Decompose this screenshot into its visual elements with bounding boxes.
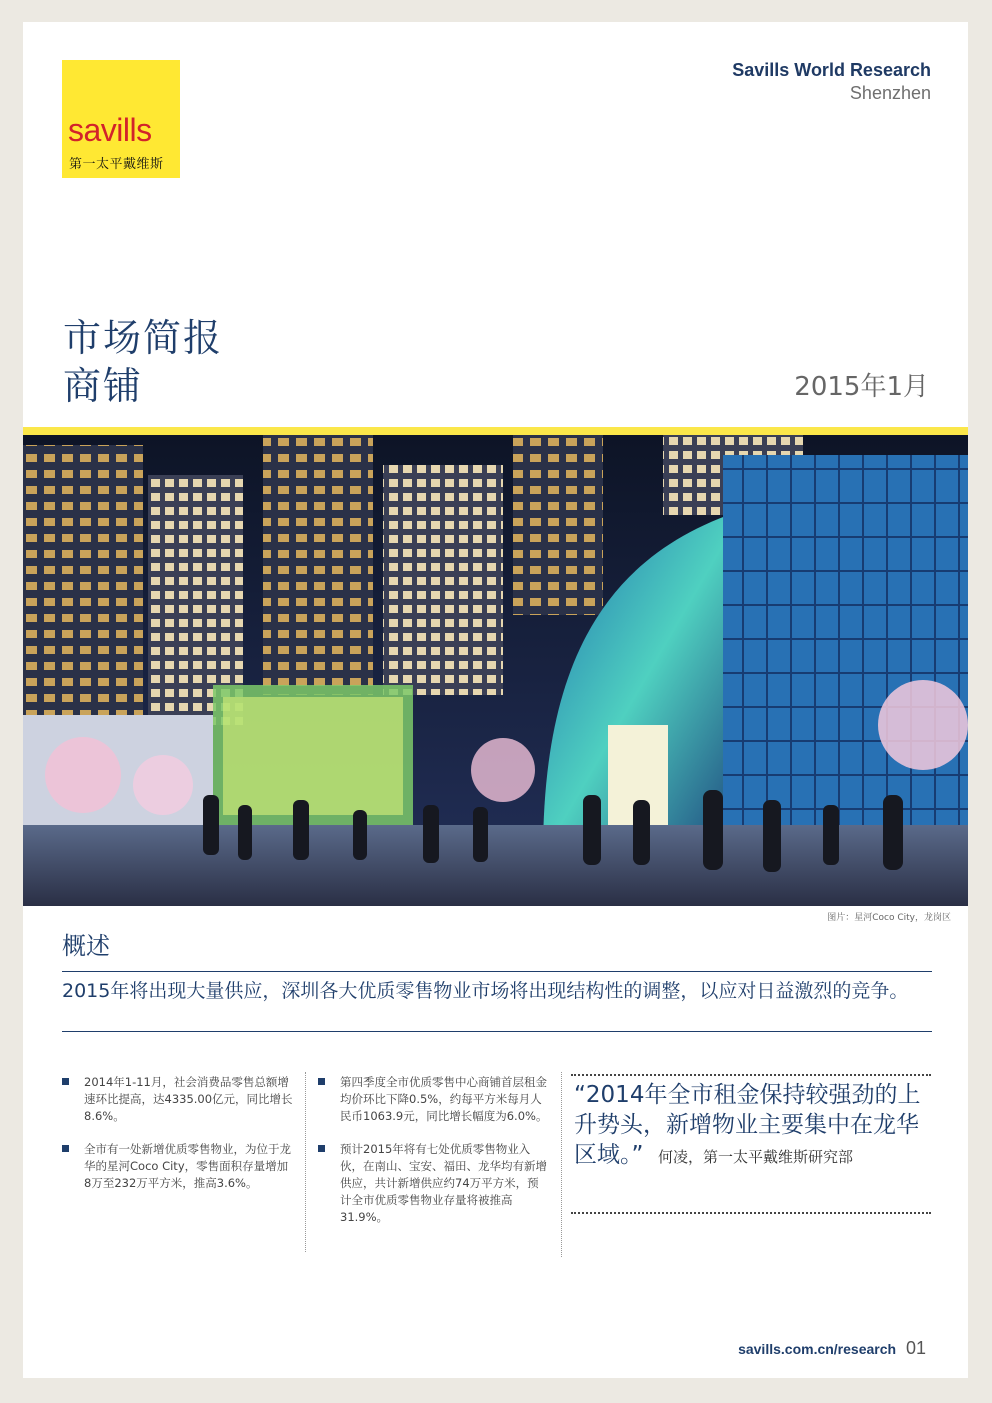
logo-wordmark: savills: [68, 112, 152, 148]
logo-chinese-name: 第一太平戴维斯: [69, 157, 164, 172]
pull-quote: [574, 1080, 934, 1172]
bullet-column-2: [318, 1074, 550, 1242]
brand-city: Shenzhen: [849, 83, 931, 103]
column-divider: [561, 1072, 562, 1257]
accent-bar: [23, 427, 968, 435]
overview-top-rule: [62, 971, 932, 972]
brand-title: Savills World Research: [732, 60, 931, 80]
hero-photo: [23, 435, 968, 906]
savills-logo: [62, 60, 180, 178]
bullet-square-icon: [318, 1145, 325, 1152]
overview-heading: 概述: [62, 932, 110, 960]
report-title-line2: 商铺: [63, 364, 144, 408]
report-title: [63, 314, 223, 410]
footer: [738, 1338, 926, 1359]
bullet-item: [62, 1141, 294, 1192]
bullet-item: [318, 1074, 550, 1125]
hero-photo-illustration: [23, 435, 968, 906]
overview-bottom-rule: [62, 1031, 932, 1032]
brand-header: [732, 59, 931, 105]
report-title-line1: 市场简报: [63, 316, 224, 360]
page: [23, 22, 968, 1378]
overview-summary: 2015年将出现大量供应，深圳各大优质零售物业市场将出现结构性的调整，以应对日益激烈的竞争。: [62, 980, 909, 1002]
bullet-square-icon: [318, 1078, 325, 1085]
quote-top-border: [571, 1074, 931, 1076]
bullet-square-icon: [62, 1145, 69, 1152]
column-divider: [305, 1072, 306, 1252]
bullet-item: [62, 1074, 294, 1125]
bullet-square-icon: [62, 1078, 69, 1085]
bullet-text: 第四季度全市优质零售中心商铺首层租金均价环比下降0.5%，约每平方米每月人民币1063.9元，同比增长幅度为6.0%。: [340, 1075, 548, 1123]
bullet-text: 2014年1-11月，社会消费品零售总额增速环比提高，达4335.00亿元，同比增长8.6%。: [84, 1075, 293, 1123]
photo-caption: 图片：星河Coco City，龙岗区: [827, 913, 951, 923]
bullet-column-1: [62, 1074, 294, 1208]
bullet-text: 预计2015年将有七处优质零售物业入伙，在南山、宝安、福田、龙华均有新增供应，共计新增供应约74万平方米，预计全市优质零售物业存量将被推高31.9%。: [340, 1142, 547, 1224]
quote-attribution: 何凌，第一太平戴维斯研究部: [658, 1148, 854, 1166]
quote-text: “2014年全市租金保持较强劲的上升势头，新增物业主要集中在龙华区域。”: [574, 1082, 921, 1168]
bullet-item: [318, 1141, 550, 1226]
report-date: 2015年1月: [794, 372, 929, 402]
quote-bottom-border: [571, 1212, 931, 1214]
bullet-text: 全市有一处新增优质零售物业，为位于龙华的星河Coco City，零售面积存量增加8万至232万平方米，推高3.6%。: [84, 1142, 291, 1190]
page-number: 01: [905, 1338, 926, 1358]
footer-url-link[interactable]: savills.com.cn/research: [738, 1341, 897, 1357]
